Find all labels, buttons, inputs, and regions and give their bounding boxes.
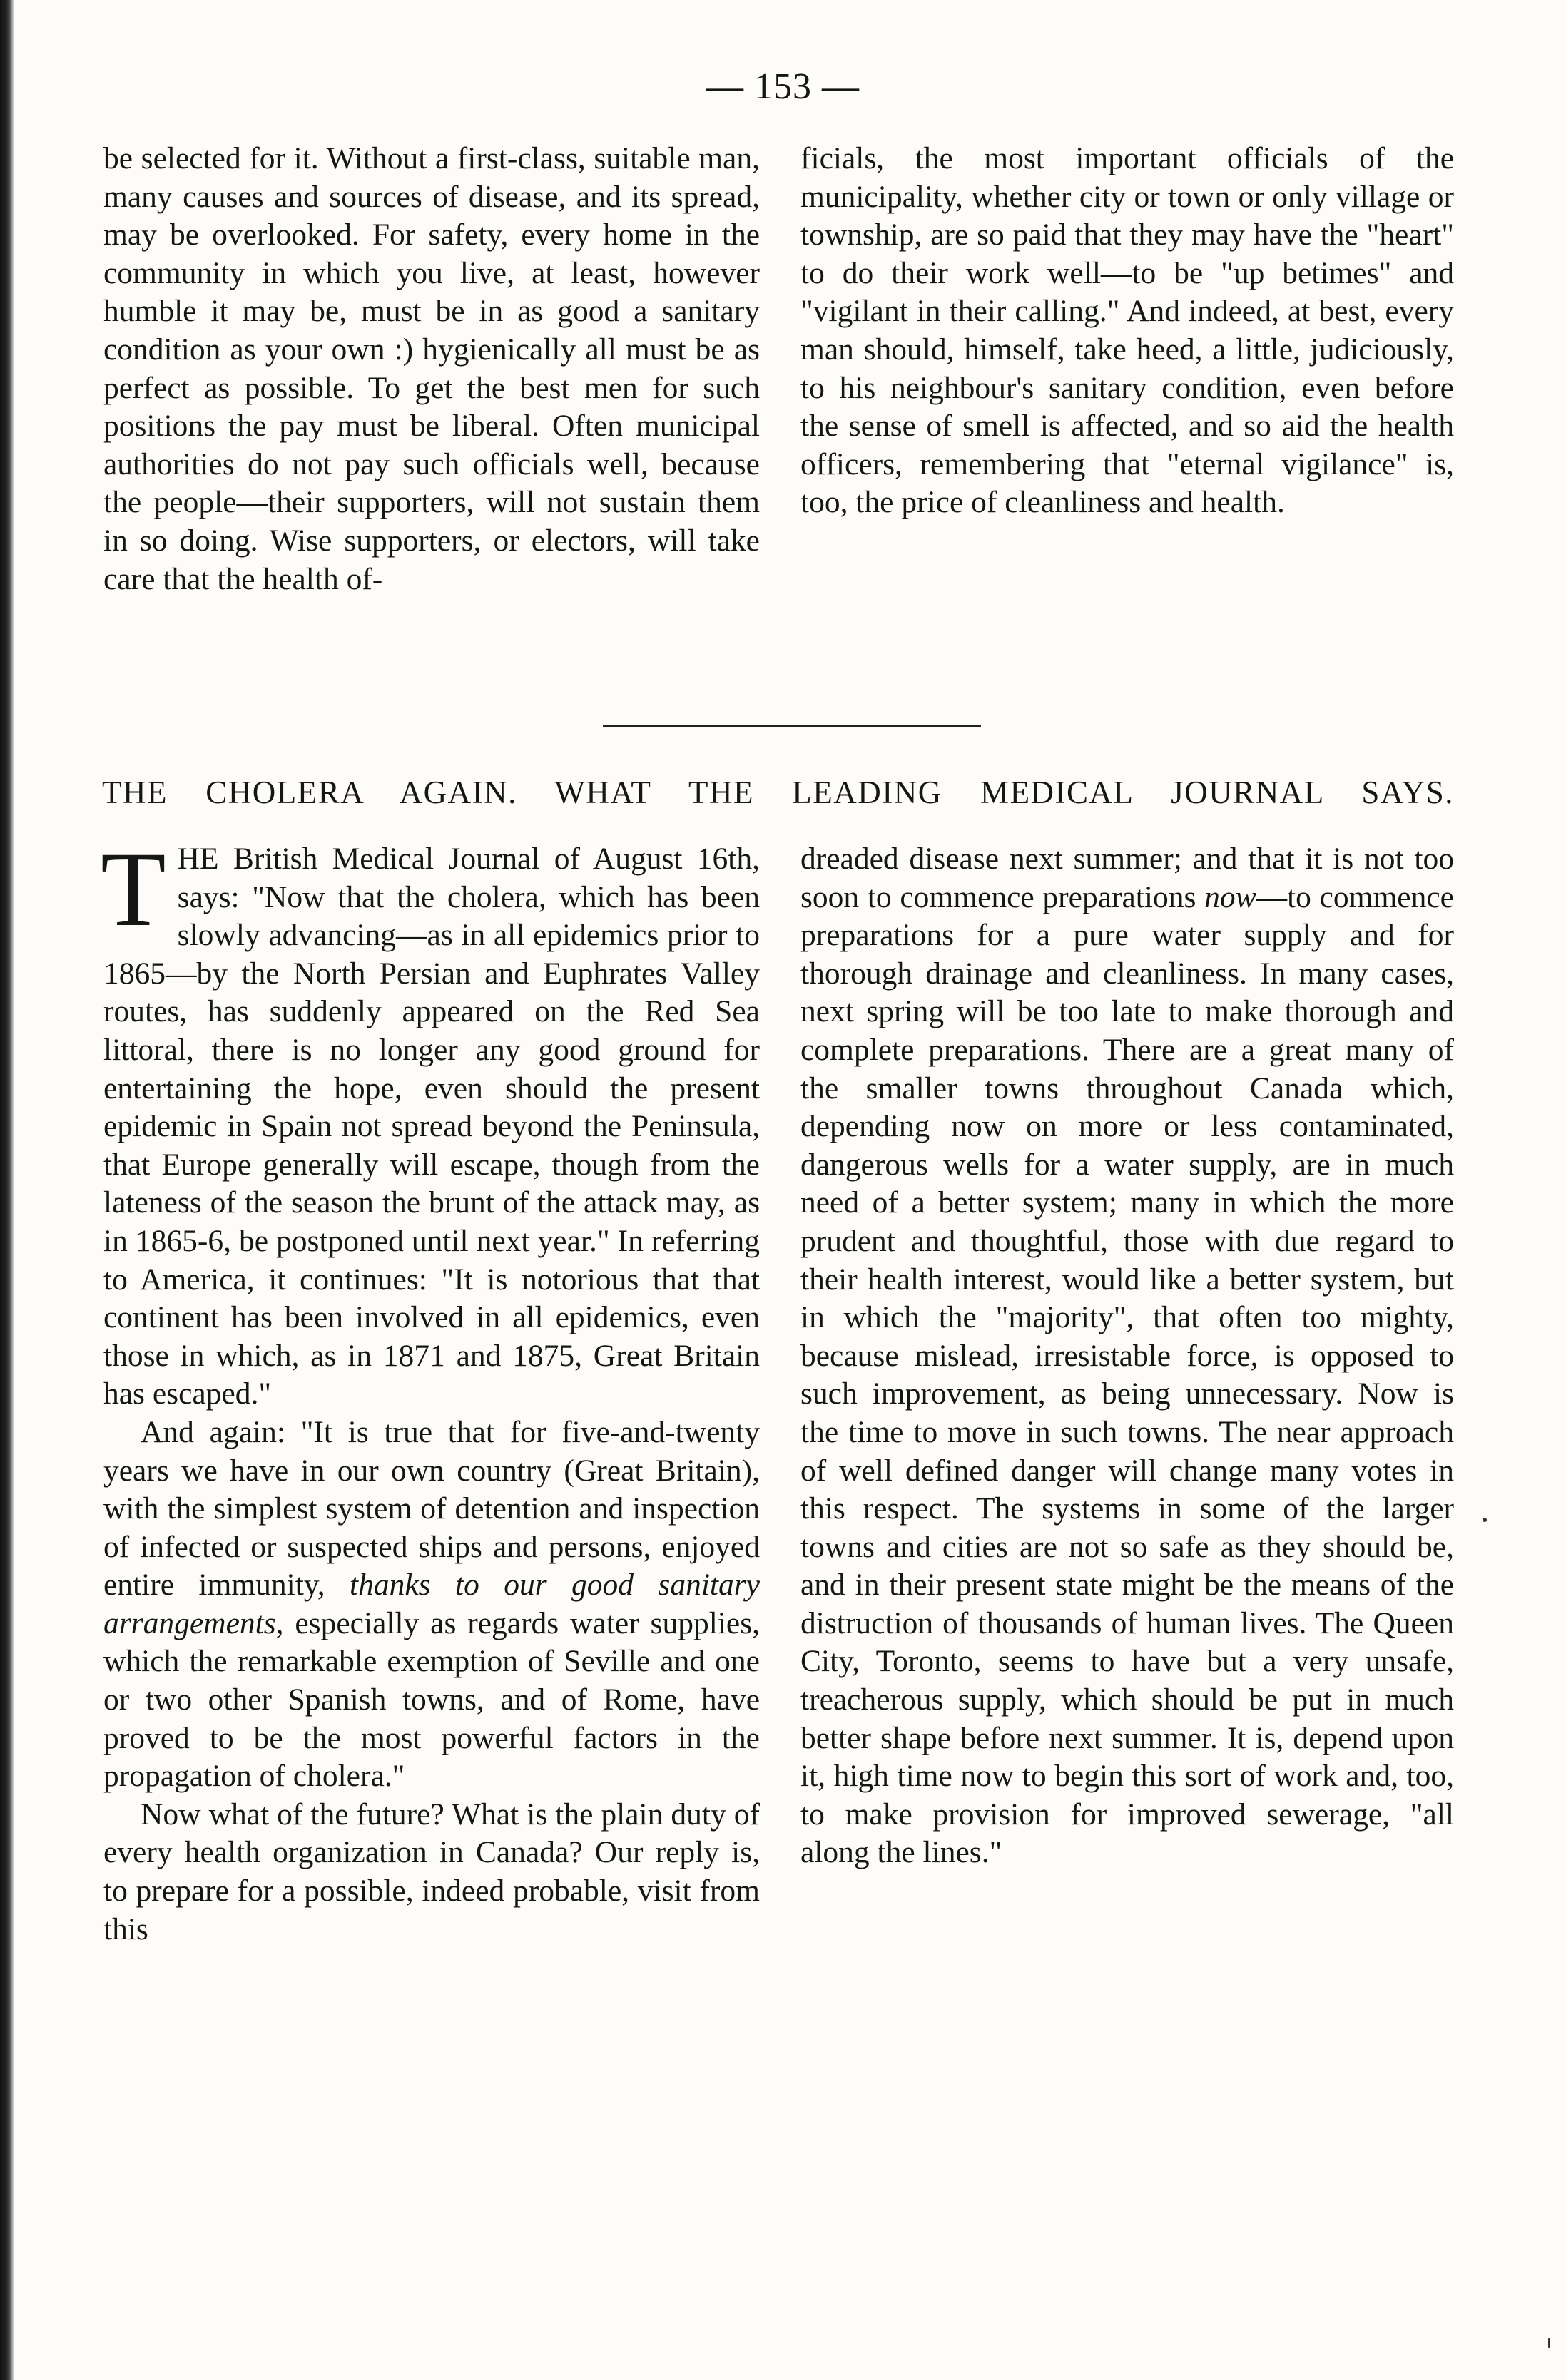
top-right-column — [800, 140, 1454, 522]
bottom-right-italic-word: now — [1204, 879, 1256, 914]
third-paragraph: Now what of the future? What is the plain duty of every health organization in Canada? Our reply is, to prepare for a possible, indeed probable, visit from this — [103, 1797, 760, 1946]
first-paragraph-text: HE British Medical Journal of August 16th, says: "Now that the cholera, which has been slowly advancing—as in all epidemics prior to 1865—by the North Persian and Euphrates Valley routes, has suddenly appeared on the Red Sea littoral, there is no longer any good ground for entertaining the hope, even should the present epidemic in Spain not spread beyond the Peninsula, that Europe generally will escape, though from the lateness of the season the brunt of the attack may, as in 1865-6, be postponed until next year." In referring to America, it continues: "It is notorious that that continent has been involved in all epidemics, even those in which, as in 1871 and 1875, Great Britain has escaped." — [103, 842, 760, 1411]
bottom-right-paragraph — [800, 840, 1454, 1872]
section-divider — [603, 725, 981, 727]
bottom-right-part1: dreaded disease next summer; and that it is not too soon to commence preparations — [800, 842, 1454, 914]
bottom-left-column — [101, 830, 760, 1949]
second-paragraph-italic: thanks to our good sanitary arrangements — [103, 1568, 760, 1640]
drop-cap: T — [101, 830, 166, 949]
article-headline: THE CHOLERA AGAIN. WHAT THE LEADING MEDICAL JOURNAL SAYS. — [102, 775, 1454, 810]
first-paragraph — [101, 830, 760, 1414]
top-right-paragraph: ficials, the most important officials of the municipality, whether city or town or only village or township, are so paid that they may have the "heart" to do their work well—to be "up betimes" and "vigilant in their calling." And indeed, at best, every man should, himself, take heed, a little, judiciously, to his neighbour's sanitary condition, even before the sense of smell is affected, and so aid the health officers, remembering that "eternal vigilance" is, too, the price of cleanliness and health. — [800, 141, 1454, 520]
second-paragraph-end: , especially as regards water supplies, which the remarkable exemption of Seville and one or two other Spanish towns, and of Rome, have proved to be the most powerful factors in the propagation of cholera." — [103, 1605, 760, 1794]
second-paragraph-start: And again: "It is true that for five-and-twenty years we have in our own country (Great Britain), with the simplest system of detention and inspection of infected or suspected ships and persons, enjoyed entire immunity, — [103, 1414, 760, 1603]
second-paragraph — [103, 1414, 760, 1796]
bottom-right-column — [800, 840, 1454, 1872]
page-spine-shadow — [0, 0, 14, 2380]
ink-speck — [1483, 1518, 1487, 1522]
page-number: — 153 — — [706, 66, 860, 107]
top-left-paragraph: be selected for it. Without a first-class, suitable man, many causes and sources of disease, and its spread, may be overlooked. For safety, every home in the community in which you live, at least, however humble it may be, must be in as good a sanitary condition as your own :) hygienically all must be as perfect as possible. To get the best men for such positions the pay must be liberal. Often municipal authorities do not pay such officials well, because the people—their supporters, will not sustain them in so doing. Wise supporters, or electors, will take care that the health of- — [103, 141, 760, 596]
ink-speck — [1548, 2338, 1550, 2348]
top-left-column — [103, 140, 760, 598]
bottom-right-part2: —to commence preparations for a pure water supply and for thorough drainage and cleanliness. In many cases, next spring will be too late to make thorough and complete preparations. There are a great many of the smaller towns throughout Canada which, depending now on more or less contaminated, dangerous wells for a water supply, are in much need of a better system; many in which the more prudent and thoughtful, those with due regard to their health interest, would like a better system, but in which the "majority", that often too mighty, because mislead, irresistable force, is opposed to such improvement, as being unnecessary. Now is the time to move in such towns. The near approach of well defined danger will change many votes in this respect. The systems in some of the larger towns and cities are not so safe as they should be, and in their present state might be the means of the distruction of thousands of human lives. The Queen City, Toronto, seems to have but a very unsafe, treacherous supply, which should be put in much better shape before next summer. It is, depend upon it, high time now to begin this sort of work and, too, to make provision for improved sewerage, "all along the lines." — [800, 879, 1454, 1870]
